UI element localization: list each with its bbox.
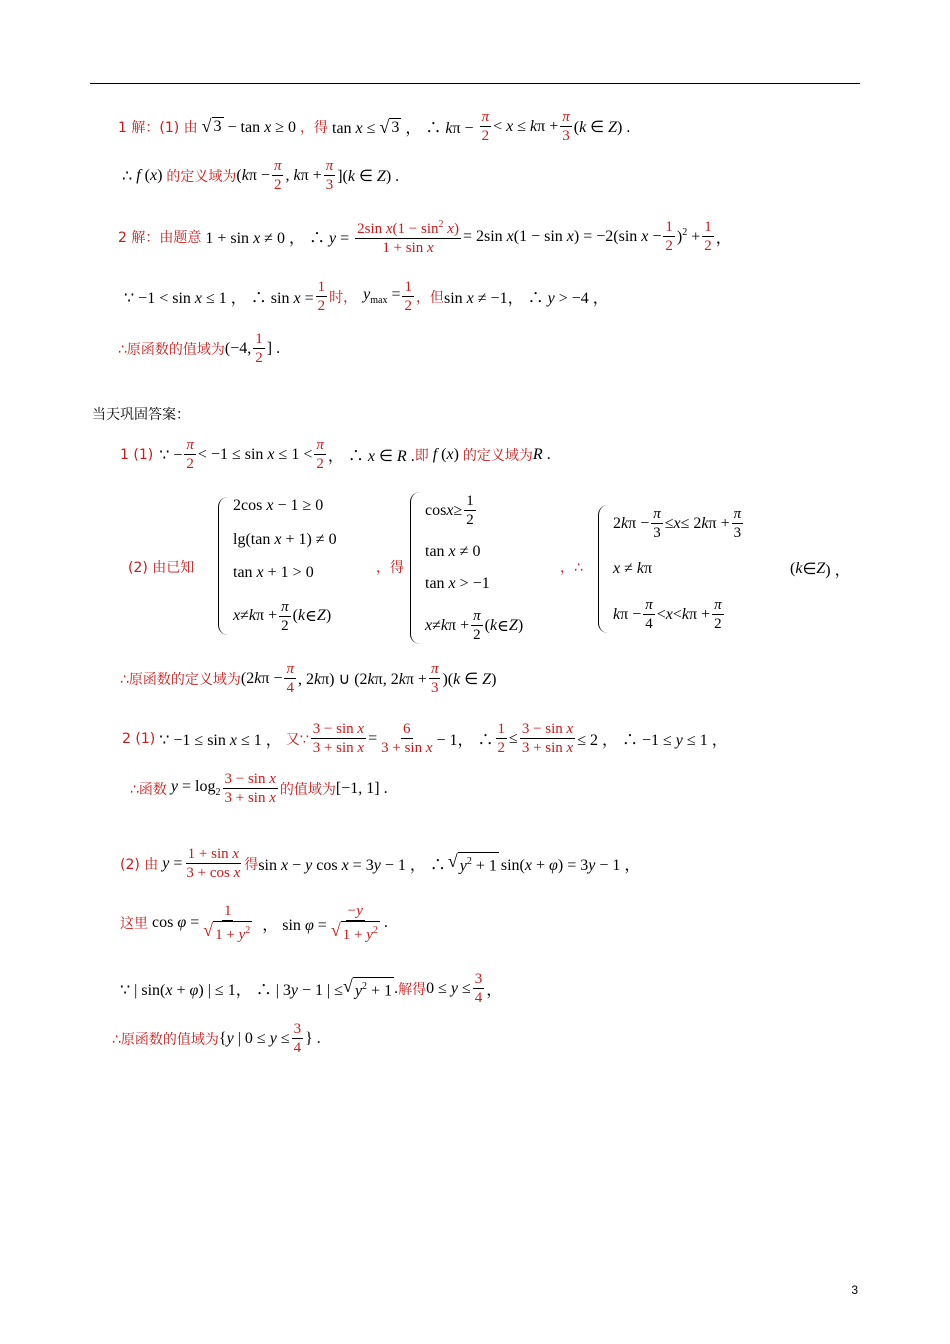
c2-frac-a: $\frac{\pi}{4}$ [286, 661, 294, 696]
c2-get: ，得 [376, 560, 404, 576]
solution-2-range [118, 330, 280, 367]
c5-here: 这里 [120, 916, 148, 932]
frac-half-e: $\frac{1}{2}$ [255, 331, 263, 366]
consolidation-5 [120, 902, 388, 944]
c1-fx: f (x) [432, 445, 459, 463]
when-text: 时， [329, 289, 358, 306]
c1-frac-a: $\frac{\pi}{2}$ [186, 437, 194, 472]
system-rows-3: 2 k π − $\frac{\pi}{3}$ ≤ x ≤ 2 k π + $\frac{\pi}{3}$ x ≠ kπ k π − $\frac{\pi}{4}$ < x < k π + $\frac{\pi}{2}$ [613, 506, 742, 632]
c2-frac-b: $\frac{\pi}{3}$ [430, 661, 439, 696]
solution-2-line [118, 216, 732, 257]
frac-half-d: $\frac{1}{2}$ [404, 279, 412, 314]
c4-y: y = [162, 854, 183, 872]
consolidation-4 [120, 845, 640, 882]
c6-dot: . [394, 979, 399, 997]
c4-frac: $\frac{\text{1 + sin x}}{\text{3 + cos x}}$ [186, 846, 241, 881]
page-number: 3 [851, 1283, 858, 1297]
frac-pi-2b: $\frac{\pi}{2}$ [273, 158, 282, 193]
c3-label: 2 (1) [122, 730, 156, 747]
solution-2-bounds [124, 278, 609, 315]
comma: ， [715, 230, 732, 247]
c4-tail: sin(x + φ) = 3y − 1 ， [500, 857, 641, 874]
c6-solve: 解得 [398, 981, 427, 998]
c6-sqrt: √ $y^2 + 1$ [343, 975, 393, 1000]
c4-get: 得 [244, 856, 259, 873]
consolidation-6 [120, 970, 502, 1007]
c7-set: {y | 0 ≤ y ≤ [218, 1029, 290, 1047]
c3-le: ≤ [509, 729, 518, 747]
range-interval-end: ] . [266, 339, 281, 357]
frac-half: $\frac{1}{2}$ [665, 219, 673, 254]
domain-interval-end: ](k ∈ Z) . [337, 167, 400, 185]
c6-expr: ∵ | sin(x + φ) | ≤ 1， ∴ | 3y − 1 | ≤ [120, 982, 344, 999]
c3-frac-b: $\frac{6}{\text{3 + sin x}}$ [381, 721, 433, 756]
c1-domain-text: 的定义域为 [462, 447, 533, 464]
domain-text: 的定义域为 [166, 168, 237, 185]
c7-end: } . [305, 1029, 321, 1047]
c3-eq: = [368, 729, 378, 747]
c4-expr: sin x − y cos x = 3y − 1 ， ∴ [258, 857, 446, 874]
consolidation-7 [112, 1020, 321, 1057]
c3-frac-e: $\frac{\text{3 − sin x}}{\text{3 + sin x}}$ [224, 771, 276, 806]
brace [218, 497, 229, 635]
consolidation-3b [130, 770, 388, 807]
c3-frac-a: $\frac{\text{3 − sin x}}{\text{3 + sin x}}$ [312, 721, 365, 756]
range-text: ∴原函数的值域为 [118, 341, 225, 358]
c6-ineq: 0 ≤ y ≤ [426, 979, 471, 997]
solution-1-ineq: √ 3 − tan x ≥ 0 [201, 115, 296, 136]
c2-kz: ( k ∈ Z ) ， [790, 559, 851, 579]
c2-domain-text: ∴原函数的定义域为 [120, 671, 241, 688]
c2-int-b: , 2kπ) ∪ (2kπ, 2kπ + [297, 670, 427, 688]
c2-label: (2) 由已知 [128, 560, 195, 576]
c2-system-2 [410, 492, 523, 644]
c1-r: R . [532, 445, 551, 463]
c1-that: 即 [414, 447, 429, 464]
but-text: ，但 [415, 289, 444, 306]
c1-frac-b: $\frac{\pi}{2}$ [316, 437, 324, 472]
c3-also: 又∵ [285, 731, 309, 748]
consolidation-3 [122, 720, 728, 757]
ymax: $y_{max}$ = [363, 286, 401, 307]
solution-2-simplified: = 2sin x(1 − sin x) = −2(sin x − [462, 227, 662, 245]
c4-label: (2) 由 [120, 856, 159, 873]
brace-2 [410, 492, 421, 644]
consolidation-1 [120, 436, 551, 473]
c4-sqrt: √ $y^2 + 1$ [447, 850, 497, 875]
c5-frac-b: −y √ $1 + y^2$ [330, 903, 378, 943]
c7-frac: $\frac{3}{4}$ [293, 1021, 302, 1056]
c3-frac-d: $\frac{\text{3 − sin x}}{\text{3 + sin x}}$ [521, 721, 574, 756]
solution-1-interval: < x ≤ kπ + [493, 117, 559, 135]
system-rows-2: cos x ≥ $\frac{1}{2}$ tan x ≠ 0 tan x > −1 x ≠ k π + $\frac{\pi}{2}$ ( k ∈ Z ) [425, 493, 524, 643]
c2-int-c: )(k ∈ Z) [442, 670, 497, 688]
c5-frac-a: 1 √ $1 + y^2$ [203, 903, 251, 943]
solution-1-kz: (k ∈ Z) . [573, 118, 631, 136]
range-interval-start: (−4, [224, 339, 252, 357]
c5-dot: . [383, 914, 388, 931]
frac-pi-3b: $\frac{\pi}{3}$ [325, 158, 334, 193]
solution-2-label: 2 解：由题意 [118, 229, 202, 246]
c3-since: ∵ −1 ≤ sin x ≤ 1 ， [159, 732, 282, 749]
bounds-tail: sin x ≠ −1， ∴ y > −4 ， [443, 290, 609, 307]
c1-label: 1 (1) [120, 446, 154, 463]
solution-1-get: ，得 [300, 119, 328, 136]
c3-log: $y = \log_2$ [170, 778, 221, 799]
solution-2-sq: )$^2$ + [676, 226, 701, 246]
header-rule [90, 83, 860, 84]
c2-therefore: ，∴ [560, 560, 583, 576]
solution-1-tan: tan x ≤ √ 3 ， ∴ kπ − [332, 117, 474, 137]
c3-frac-c: $\frac{1}{2}$ [497, 721, 506, 756]
c2-int-a: (2kπ − [240, 669, 283, 687]
frac-pi-3: $\frac{\pi}{3}$ [562, 109, 570, 144]
brace-3 [598, 505, 609, 633]
c6-frac: $\frac{3}{4}$ [474, 971, 483, 1006]
c2-system-3 [598, 505, 745, 633]
c3-func: ∴函数 [130, 781, 167, 798]
c2-result [120, 660, 496, 697]
solution-1-line [118, 108, 630, 145]
frac-y-expr: $\frac{2\sin x(1 - \sin^2 x)}{\text{1 + sin x}}$ [355, 216, 461, 257]
system-rows: 2cos x − 1 ≥ 0 lg(tan x + 1) ≠ 0 tan x + 1 > 0 x ≠ k π + $\frac{\pi}{2}$ ( k ∈ Z ) [233, 497, 337, 634]
c1-since: ∵ − [159, 446, 183, 464]
consolidation-heading: 当天巩固答案： [92, 407, 190, 423]
frac-half-c: $\frac{1}{2}$ [317, 279, 326, 314]
c3-range: [−1, 1] . [335, 779, 388, 797]
domain-interval: (kπ − [236, 166, 270, 184]
solution-2-cond: 1 + sin x ≠ 0 ， ∴ y = [205, 230, 350, 247]
frac-pi-2: $\frac{\pi}{2}$ [481, 109, 490, 144]
bounds-expr: ∵ −1 < sin x ≤ 1 ， ∴ sin x = [124, 290, 314, 307]
c1-mid: < −1 ≤ sin x ≤ 1 < [197, 445, 313, 463]
c5-cos: cos φ = [152, 914, 200, 931]
c6-comma: ， [486, 982, 503, 999]
therefore-symbol: ∴ [122, 167, 133, 185]
c3-tail: ≤ 2 ， ∴ −1 ≤ y ≤ 1 ， [577, 732, 728, 749]
c2-system-1 [218, 497, 337, 635]
solution-1-domain [122, 157, 399, 194]
c3-minus: − 1， ∴ [436, 732, 494, 749]
c7-range-text: ∴原函数的值域为 [112, 1031, 219, 1048]
c1-xr: ， ∴ x ∈ R . [327, 448, 415, 465]
c3-range-text: 的值域为 [279, 781, 336, 798]
domain-interval-mid: , kπ + [285, 166, 322, 184]
c5-sin: ， sin φ = [262, 916, 327, 934]
fx: f (x) [136, 166, 163, 184]
solution-1-label: 1 解：(1) 由 [118, 119, 198, 136]
frac-half-b: $\frac{1}{2}$ [704, 219, 712, 254]
